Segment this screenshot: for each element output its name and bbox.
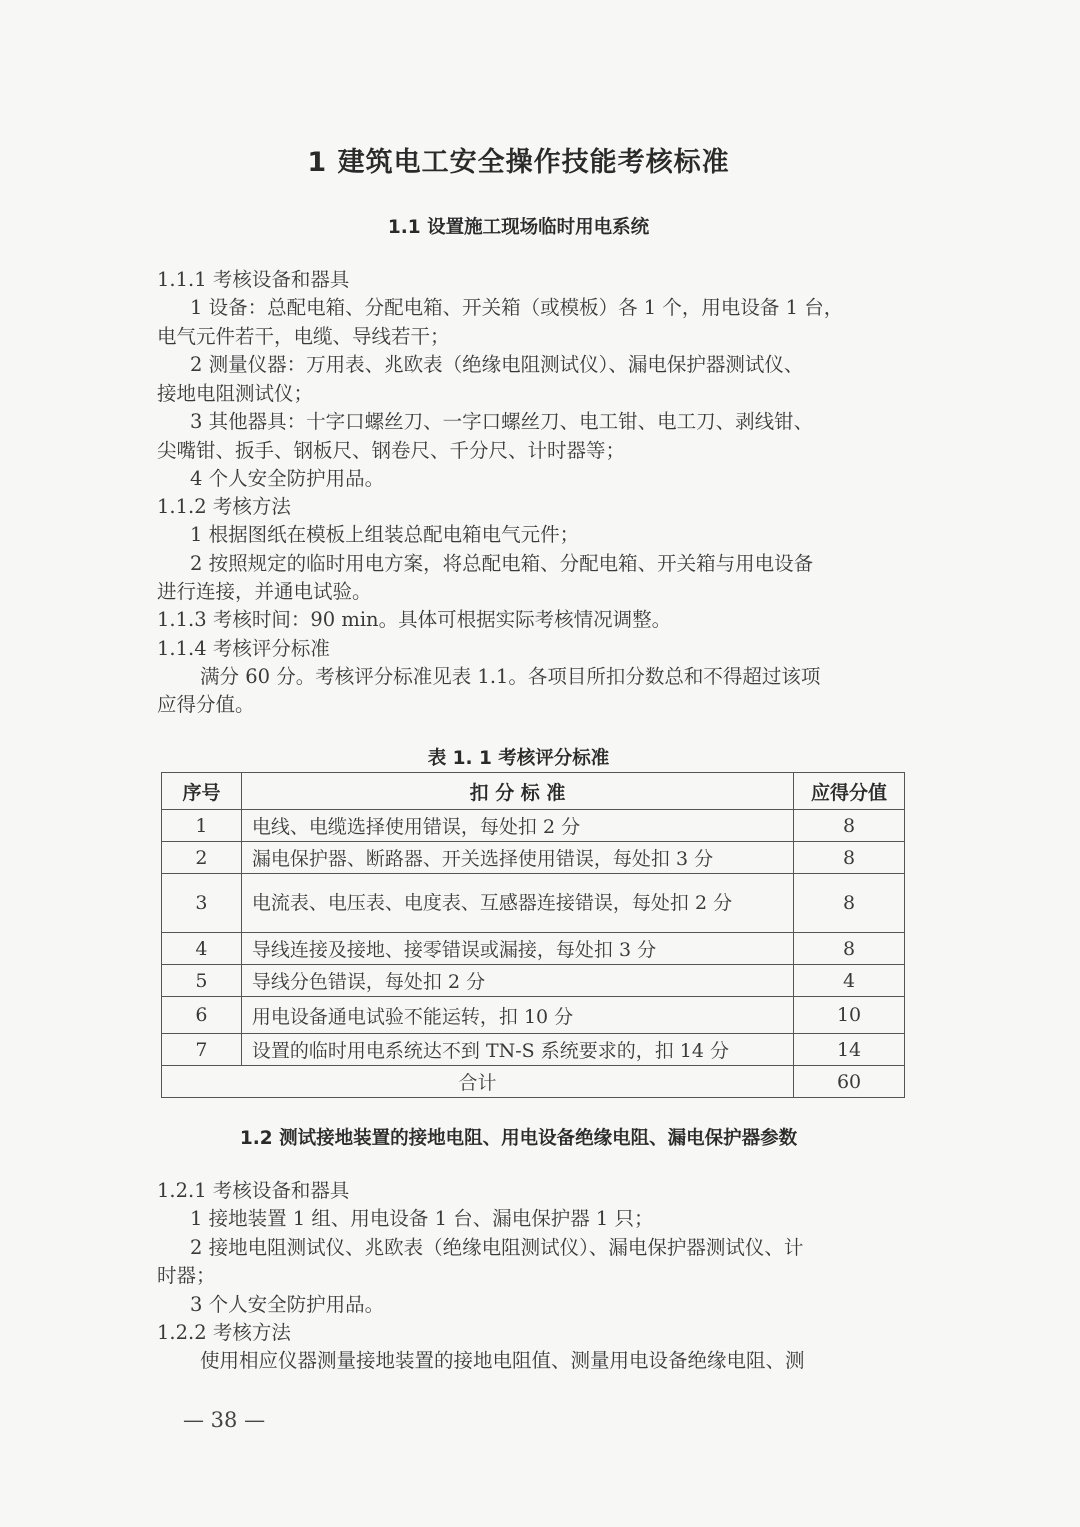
- row-index: 1: [162, 810, 242, 842]
- body-line: 进行连接，并通电试验。: [157, 580, 372, 603]
- row-score: 8: [794, 810, 905, 842]
- heading-1-2-1: 1.2.1 考核设备和器具: [157, 1179, 350, 1202]
- table-row: [162, 1034, 905, 1066]
- score-table: [161, 772, 905, 1098]
- table-row: [162, 810, 905, 842]
- table-row: [162, 933, 905, 965]
- row-index: 4: [162, 933, 242, 965]
- heading-1-1-2: 1.1.2 考核方法: [157, 495, 291, 518]
- row-index: 5: [162, 965, 242, 997]
- row-score: 14: [794, 1034, 905, 1066]
- row-criteria: 设置的临时用电系统达不到 TN-S 系统要求的，扣 14 分: [241, 1034, 793, 1066]
- body-line: 尖嘴钳、扳手、钢板尺、钢卷尺、千分尺、计时器等；: [157, 439, 626, 462]
- section-title-1-1: 1.1 设置施工现场临时用电系统: [387, 217, 650, 238]
- table-caption: 表 1. 1 考核评分标准: [427, 748, 610, 769]
- header-cell-criteria: 扣 分 标 准: [241, 773, 793, 810]
- row-score: 8: [794, 933, 905, 965]
- table-row: [162, 997, 905, 1034]
- row-index: 3: [162, 874, 242, 933]
- row-index: 6: [162, 997, 242, 1034]
- total-value: 60: [794, 1066, 905, 1098]
- table-total-row: [162, 1066, 905, 1098]
- row-score: 8: [794, 874, 905, 933]
- row-index: 7: [162, 1034, 242, 1066]
- header-cell-score: 应得分值: [794, 773, 905, 810]
- body-line: 3 其他器具：十字口螺丝刀、一字口螺丝刀、电工钳、电工刀、剥线钳、: [190, 410, 814, 433]
- row-score: 8: [794, 842, 905, 874]
- body-line: 3 个人安全防护用品。: [190, 1293, 385, 1316]
- table-row: [162, 965, 905, 997]
- row-criteria: 电线、电缆选择使用错误，每处扣 2 分: [241, 810, 793, 842]
- total-label: 合计: [162, 1066, 794, 1098]
- body-line: 2 接地电阻测试仪、兆欧表（绝缘电阻测试仪）、漏电保护器测试仪、计: [190, 1236, 804, 1259]
- section-title-1-2: 1.2 测试接地装置的接地电阻、用电设备绝缘电阻、漏电保护器参数: [239, 1128, 798, 1149]
- row-criteria: 电流表、电压表、电度表、互感器连接错误，每处扣 2 分: [241, 874, 793, 933]
- row-index: 2: [162, 842, 242, 874]
- row-score: 4: [794, 965, 905, 997]
- table-row: [162, 874, 905, 933]
- body-line: 1 设备：总配电箱、分配电箱、开关箱（或模板）各 1 个，用电设备 1 台，: [190, 296, 844, 319]
- heading-1-1-3: 1.1.3 考核时间：90 min。具体可根据实际考核情况调整。: [157, 608, 672, 631]
- table-header-row: [162, 773, 905, 810]
- header-cell-index: 序号: [162, 773, 242, 810]
- row-criteria: 导线连接及接地、接零错误或漏接，每处扣 3 分: [241, 933, 793, 965]
- body-line: 2 测量仪器：万用表、兆欧表（绝缘电阻测试仪）、漏电保护器测试仪、: [190, 353, 804, 376]
- heading-1-1-4: 1.1.4 考核评分标准: [157, 637, 330, 660]
- row-criteria: 用电设备通电试验不能运转，扣 10 分: [241, 997, 793, 1034]
- body-line: 使用相应仪器测量接地装置的接地电阻值、测量用电设备绝缘电阻、测: [200, 1349, 805, 1372]
- body-line: 1 根据图纸在模板上组装总配电箱电气元件；: [190, 523, 580, 546]
- page-number: — 38 —: [183, 1408, 266, 1432]
- row-criteria: 漏电保护器、断路器、开关选择使用错误，每处扣 3 分: [241, 842, 793, 874]
- row-score: 10: [794, 997, 905, 1034]
- body-line: 时器；: [157, 1264, 216, 1287]
- body-line: 满分 60 分。考核评分标准见表 1.1。各项目所扣分数总和不得超过该项: [200, 665, 821, 688]
- body-line: 1 接地装置 1 组、用电设备 1 台、漏电保护器 1 只；: [190, 1207, 654, 1230]
- heading-1-1-1: 1.1.1 考核设备和器具: [157, 268, 350, 291]
- body-line: 接地电阻测试仪；: [157, 382, 314, 405]
- heading-1-2-2: 1.2.2 考核方法: [157, 1321, 291, 1344]
- body-line: 电气元件若干，电缆、导线若干；: [157, 325, 450, 348]
- body-line: 2 按照规定的临时用电方案，将总配电箱、分配电箱、开关箱与用电设备: [190, 552, 814, 575]
- body-line: 应得分值。: [157, 693, 255, 716]
- chapter-title: 1 建筑电工安全操作技能考核标准: [307, 147, 730, 178]
- body-line: 4 个人安全防护用品。: [190, 467, 385, 490]
- table-row: [162, 842, 905, 874]
- row-criteria: 导线分色错误，每处扣 2 分: [241, 965, 793, 997]
